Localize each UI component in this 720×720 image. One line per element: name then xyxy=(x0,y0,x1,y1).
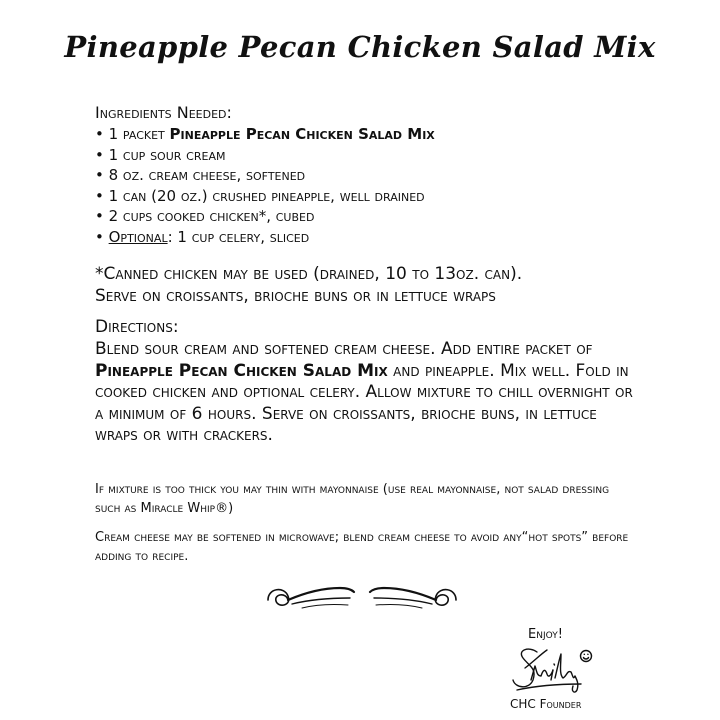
enjoy-text: Enjoy! xyxy=(528,627,563,642)
chicken-note xyxy=(95,263,522,307)
mayonnaise-tip: If mixture is too thick you may thin with mayonnaise (use real mayonnaise, not salad dressing such as Miracle Whip®) xyxy=(95,482,610,516)
flourish-ornament xyxy=(262,574,462,624)
optional-label: Optional xyxy=(108,227,168,246)
product-name: Pineapple Pecan Chicken Salad Mix xyxy=(169,125,435,143)
note-line: *Canned chicken may be used (drained, 10 to 13oz. can). xyxy=(95,264,523,284)
note-line: Serve on croissants, brioche buns or in lettuce wraps xyxy=(95,286,496,306)
founder-caption: CHC Founder xyxy=(510,697,582,711)
list-item: • 1 cup sour cream xyxy=(95,145,226,164)
list-item: • 1 packet Pineapple Pecan Chicken Salad Mix xyxy=(95,125,435,143)
ingredients-list xyxy=(95,124,435,248)
list-item: • 1 can (20 oz.) crushed pineapple, well drained xyxy=(95,186,425,205)
list-item: • 8 oz. cream cheese, softened xyxy=(95,166,306,185)
directions-body: Blend sour cream and softened cream cheese. Add entire packet of Pineapple Pecan Chicken Salad Mix and pineapple. Mix well. Fold in cooked chicken and optional celery. Allow mixture to chill overnight or a minimum of 6 hours. Serve on croissants, brioche buns, in lettuce wraps or with crackers. xyxy=(95,339,633,445)
list-item-optional: • Optional: 1 cup celery, sliced xyxy=(95,227,310,246)
handwritten-signature xyxy=(507,640,597,698)
directions-heading: Directions: xyxy=(95,317,179,337)
page-title: Pineapple Pecan Chicken Salad Mix xyxy=(64,30,656,64)
product-name: Pineapple Pecan Chicken Salad Mix xyxy=(95,360,388,381)
ingredients-heading: Ingredients Needed: xyxy=(95,103,232,122)
cream-cheese-tip: Cream cheese may be softened in microwave; blend cream cheese to avoid any“hot spots” before adding to recipe. xyxy=(95,530,629,564)
list-item: • 2 cups cooked chicken*, cubed xyxy=(95,207,315,226)
